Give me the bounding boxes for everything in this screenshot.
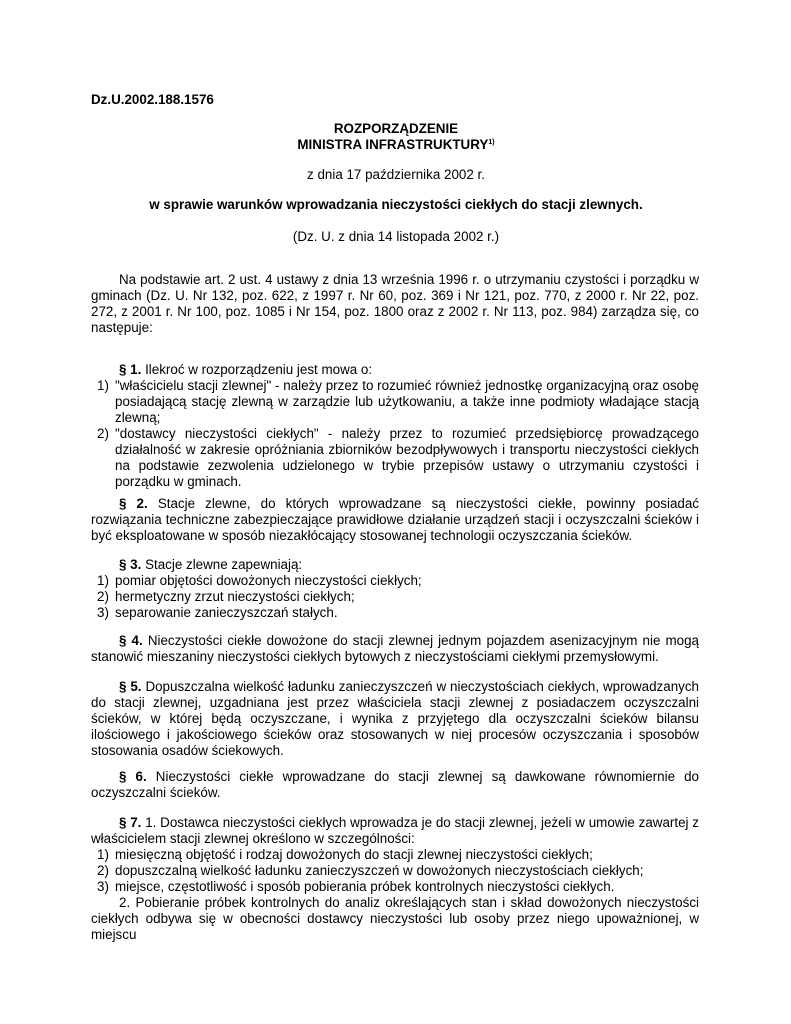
section-1 — [91, 362, 699, 490]
section-5-text: Dopuszczalna wielkość ładunku zanieczyszczeń w nieczystościach ciekłych, wprowadzanych do stacji zlewnej, uzgadniana jest przez właściciela stacji zlewnej z posiadaczem oczyszczalni ścieków, w której będą oczyszczane, i wynika z przyjętego dla oczyszczalni ścieków bilansu ilościowego i jakościowego ścieków oraz stosowanych w niej procesów oczyszczania i sposobów stosowania osadów ściekowych. — [91, 679, 699, 758]
list-item-text: miejsce, częstotliwość i sposób pobierania próbek kontrolnych nieczystości ciekłych. — [115, 879, 615, 894]
section-6-text: Nieczystości ciekłe wprowadzane do stacji zlewnej są dawkowane równomiernie do oczyszczalni ścieków. — [91, 769, 699, 800]
list-item-text: "dostawcy nieczystości ciekłych" - należy przez to rozumieć przedsiębiorcę prowadzącego działalność w zakresie opróżniania zbiorników bezodpływowych i transportu nieczystości ciekłych na podstawie zezwolenia udzielonego w trybie przepisów ustawy o utrzymaniu czystości i porządku w gminach. — [115, 426, 699, 489]
section-1-sign: § 1. — [119, 362, 142, 377]
list-item-text: pomiar objętości dowożonych nieczystości ciekłych; — [115, 573, 422, 588]
list-item-text: hermetyczny zrzut nieczystości ciekłych; — [115, 589, 355, 604]
list-item-text: separowanie zanieczyszczań stałych. — [115, 605, 338, 620]
list-item-text: dopuszczalną wielkość ładunku zanieczyszczeń w dowożonych nieczystościach ciekłych; — [115, 863, 644, 878]
document-id: Dz.U.2002.188.1576 — [91, 92, 214, 107]
section-1-text: Ilekroć w rozporządzeniu jest mowa o: — [145, 362, 373, 377]
publication-info: (Dz. U. z dnia 14 listopada 2002 r.) — [292, 229, 500, 244]
section-2 — [91, 496, 699, 544]
section-7 — [91, 815, 699, 943]
issuer-name: MINISTRA INFRASTRUKTURY — [297, 137, 489, 152]
section-4 — [91, 633, 699, 665]
list-item-number: 1) — [97, 847, 109, 862]
section-7-text: 1. Dostawca nieczystości ciekłych wprowadza je do stacji zlewnej, jeżeli w umowie zawartej z właścicielem stacji zlewnej określono w szczególności: — [91, 815, 699, 846]
section-7-list — [91, 847, 699, 895]
list-item — [91, 589, 699, 605]
section-3 — [91, 557, 699, 621]
section-2-text: Stacje zlewne, do których wprowadzane są nieczystości ciekłe, powinny posiadać rozwiązania techniczne zabezpieczające prawidłowe działanie urządzeń stacji i oczyszczalni ścieków i być eksploatowane w sposób niezakłócający stosowanej technologii oczyszczania ścieków. — [91, 496, 699, 543]
section-1-intro — [91, 362, 699, 378]
list-item-number: 2) — [97, 863, 109, 878]
section-2-text-block — [91, 496, 699, 544]
preamble — [91, 272, 699, 336]
list-item-text: "właścicielu stacji zlewnej" - należy przez to rozumieć również jednostkę organizacyjną oraz osobę posiadającą stację zlewną w zarządzie lub użytkowaniu, a także inne podmioty władające stacją zlewną; — [115, 378, 699, 425]
list-item — [91, 879, 699, 895]
list-item — [91, 378, 699, 426]
section-5 — [91, 679, 699, 759]
section-3-list — [91, 573, 699, 621]
list-item-text: miesięczną objętość i rodzaj dowożonych do stacji zlewnej nieczystości ciekłych; — [115, 847, 593, 862]
section-3-intro — [91, 557, 699, 573]
section-4-text-block — [91, 633, 699, 665]
list-item-number: 3) — [97, 605, 109, 620]
section-7-sign: § 7. — [119, 815, 142, 830]
section-6 — [91, 769, 699, 801]
list-item — [91, 847, 699, 863]
list-item-number: 3) — [97, 879, 109, 894]
list-item — [91, 863, 699, 879]
document-date: z dnia 17 października 2002 r. — [307, 167, 485, 182]
document-subject: w sprawie warunków wprowadzania nieczystości ciekłych do stacji zlewnych. — [149, 197, 643, 212]
list-item — [91, 573, 699, 589]
section-3-sign: § 3. — [119, 557, 142, 572]
section-4-text: Nieczystości ciekłe dowożone do stacji zlewnej jednym pojazdem asenizacyjnym nie mogą stanowić mieszaniny nieczystości ciekłych bytowych z nieczystościami ciekłymi przemysłowymi. — [91, 633, 699, 664]
section-6-text-block — [91, 769, 699, 801]
section-3-text: Stacje zlewne zapewniają: — [145, 557, 303, 572]
section-4-sign: § 4. — [119, 633, 143, 648]
section-7-intro — [91, 815, 699, 847]
list-item-number: 1) — [97, 378, 109, 393]
section-5-sign: § 5. — [119, 679, 142, 694]
list-item-number: 2) — [97, 426, 109, 441]
section-2-sign: § 2. — [119, 496, 148, 511]
list-item-number: 2) — [97, 589, 109, 604]
preamble-text: Na podstawie art. 2 ust. 4 ustawy z dnia 13 września 1996 r. o utrzymaniu czystości i porządku w gminach (Dz. U. Nr 132, poz. 622, z 1997 r. Nr 60, poz. 369 i Nr 121, poz. 770, z 2000 r. Nr 22, poz. 272, z 2001 r. Nr 100, poz. 1085 i Nr 154, poz. 1800 oraz z 2002 r. Nr 113, poz. 984) zarządza się, co następuje: — [91, 272, 699, 335]
list-item — [91, 605, 699, 621]
issuer — [91, 137, 701, 153]
list-item-number: 1) — [97, 573, 109, 588]
section-6-sign: § 6. — [119, 769, 147, 784]
section-5-text-block — [91, 679, 699, 759]
document-type: ROZPORZĄDZENIE — [333, 121, 459, 136]
section-7-paragraph-2: 2. Pobieranie próbek kontrolnych do analiz określających stan i skład dowożonych nieczystości ciekłych odbywa się w obecności dostawcy nieczystości lub osoby przez niego upoważnionej, w miejscu — [91, 895, 699, 942]
list-item — [91, 426, 699, 490]
footnote-marker[interactable]: 1) — [488, 139, 495, 146]
section-1-list — [91, 378, 699, 490]
